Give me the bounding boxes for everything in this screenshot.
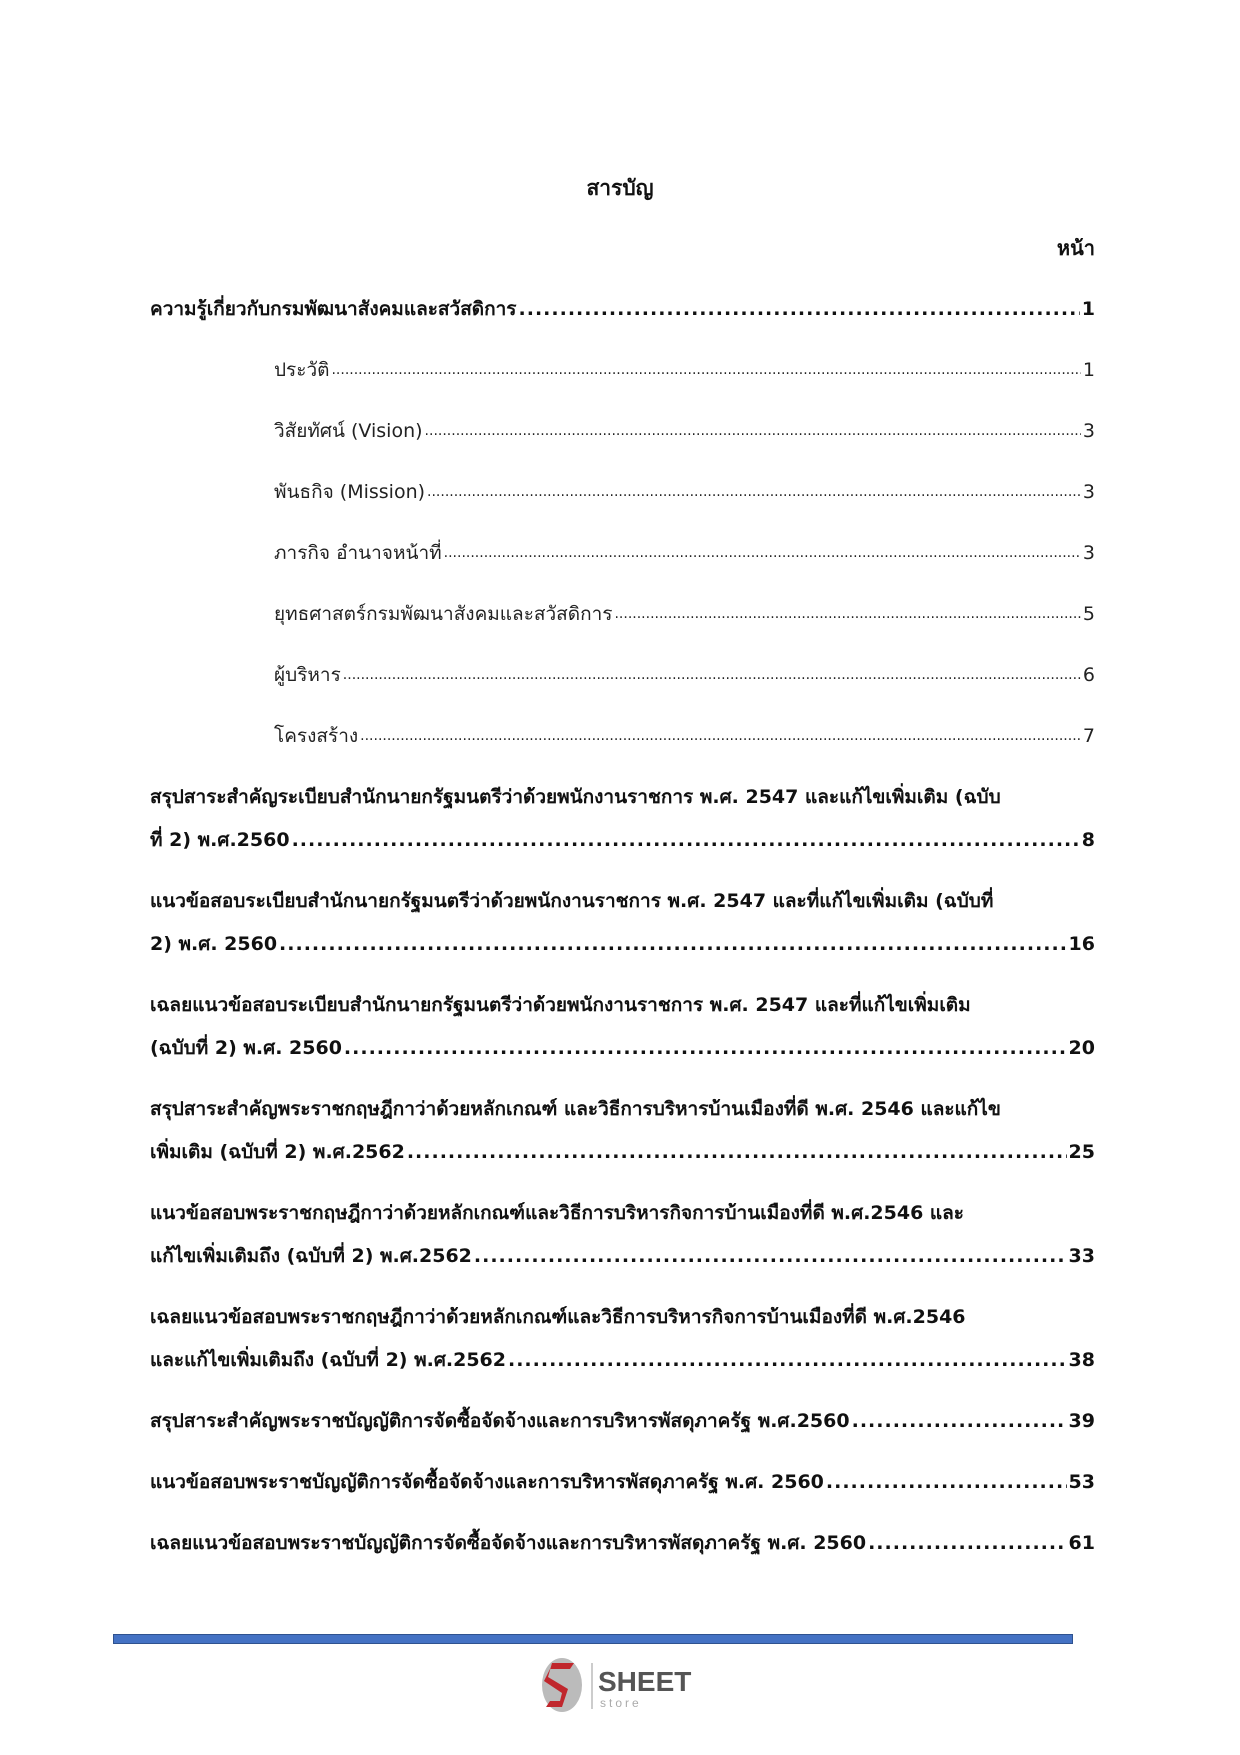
page-number: 6 xyxy=(1082,664,1095,686)
entry-title: และแก้ไขเพิ่มเติมถึง (ฉบับที่ 2) พ.ศ.2562 xyxy=(150,1349,506,1371)
page-number: 3 xyxy=(1082,542,1095,564)
toc-line xyxy=(150,819,1095,862)
entry-title: แนวข้อสอบพระราชบัญญัติการจัดซื้อจัดจ้างและการบริหารพัสดุภาครัฐ พ.ศ. 2560 xyxy=(150,1471,824,1493)
dot-leader xyxy=(519,288,1080,331)
entry-title: ที่ 2) พ.ศ.2560 xyxy=(150,829,290,851)
dot-leader xyxy=(826,1461,1067,1504)
page-number: 61 xyxy=(1068,1532,1095,1554)
toc-line xyxy=(150,1339,1095,1382)
toc-line xyxy=(150,532,1095,575)
page-number: 33 xyxy=(1068,1245,1095,1267)
entry-title: เพิ่มเติม (ฉบับที่ 2) พ.ศ.2562 xyxy=(150,1141,405,1163)
toc-line xyxy=(150,923,1095,966)
page-number: 1 xyxy=(1081,298,1095,320)
toc-line xyxy=(150,1461,1095,1504)
toc-entry[interactable] xyxy=(150,288,1095,331)
entry-title: เฉลยแนวข้อสอบพระราชกฤษฎีกาว่าด้วยหลักเกณฑ์และวิธีการบริหารกิจการบ้านเมืองที่ดี พ.ศ.2546 xyxy=(150,1306,966,1328)
table-of-contents xyxy=(150,288,1095,1583)
entry-title: ภารกิจ อำนาจหน้าที่ xyxy=(274,542,442,564)
page-number: 3 xyxy=(1082,481,1095,503)
toc-subentry[interactable] xyxy=(150,410,1095,453)
sheet-store-logo xyxy=(540,1655,700,1719)
toc-subentry[interactable] xyxy=(150,593,1095,636)
page-number: 25 xyxy=(1068,1141,1095,1163)
dot-leader xyxy=(292,819,1080,862)
page-number: 8 xyxy=(1081,829,1095,851)
entry-title: พันธกิจ (Mission) xyxy=(274,481,426,503)
toc-subentry[interactable] xyxy=(150,532,1095,575)
toc-subentry[interactable] xyxy=(150,349,1095,392)
page-number: 39 xyxy=(1068,1410,1095,1432)
toc-line xyxy=(150,1192,1095,1235)
dot-leader xyxy=(614,593,1080,636)
entry-title: สรุปสาระสำคัญพระราชบัญญัติการจัดซื้อจัดจ้างและการบริหารพัสดุภาครัฐ พ.ศ.2560 xyxy=(150,1410,850,1432)
page-number: 16 xyxy=(1068,933,1095,955)
dot-leader xyxy=(407,1131,1067,1174)
toc-line xyxy=(150,654,1095,697)
toc-line xyxy=(150,471,1095,514)
dot-leader xyxy=(444,532,1081,575)
logo-sub: store xyxy=(600,1696,642,1710)
toc-title: สารบัญ xyxy=(586,176,654,200)
toc-line xyxy=(150,715,1095,758)
page-number: 38 xyxy=(1068,1349,1095,1371)
toc-entry[interactable] xyxy=(150,984,1095,1070)
toc-entry[interactable] xyxy=(150,1296,1095,1382)
toc-line xyxy=(150,1131,1095,1174)
toc-line xyxy=(150,984,1095,1027)
toc-subentry[interactable] xyxy=(150,715,1095,758)
dot-leader xyxy=(331,349,1080,392)
page-column-header: หน้า xyxy=(1056,236,1095,260)
toc-entry[interactable] xyxy=(150,1088,1095,1174)
entry-title: เฉลยแนวข้อสอบระเบียบสำนักนายกรัฐมนตรีว่าด้วยพนักงานราชการ พ.ศ. 2547 และที่แก้ไขเพิ่มเติม xyxy=(150,994,971,1016)
toc-line xyxy=(150,1088,1095,1131)
dot-leader xyxy=(474,1235,1067,1278)
entry-title: สรุปสาระสำคัญพระราชกฤษฎีกาว่าด้วยหลักเกณฑ์ และวิธีการบริหารบ้านเมืองที่ดี พ.ศ. 2546 และแก้ไข xyxy=(150,1098,1001,1120)
entry-title: ผู้บริหาร xyxy=(274,664,341,686)
toc-line xyxy=(150,288,1095,331)
toc-entry[interactable] xyxy=(150,1522,1095,1565)
entry-title: แนวข้อสอบระเบียบสำนักนายกรัฐมนตรีว่าด้วยพนักงานราชการ พ.ศ. 2547 และที่แก้ไขเพิ่มเติม (ฉบับที่ xyxy=(150,890,994,912)
dot-leader xyxy=(344,1027,1067,1070)
toc-entry[interactable] xyxy=(150,1461,1095,1504)
dot-leader xyxy=(852,1400,1067,1443)
entry-title: สรุปสาระสำคัญระเบียบสำนักนายกรัฐมนตรีว่าด้วยพนักงานราชการ พ.ศ. 2547 และแก้ไขเพิ่มเติม (ฉบับ xyxy=(150,786,1001,808)
page-number: 3 xyxy=(1082,420,1095,442)
dot-leader xyxy=(360,715,1081,758)
dot-leader xyxy=(279,923,1067,966)
toc-line xyxy=(150,593,1095,636)
dot-leader xyxy=(427,471,1081,514)
entry-title: โครงสร้าง xyxy=(274,725,359,747)
toc-entry[interactable] xyxy=(150,1192,1095,1278)
toc-line xyxy=(150,1522,1095,1565)
footer-divider xyxy=(113,1634,1073,1644)
page-number: 5 xyxy=(1082,603,1095,625)
entry-title: (ฉบับที่ 2) พ.ศ. 2560 xyxy=(150,1037,342,1059)
toc-line xyxy=(150,776,1095,819)
dot-leader xyxy=(868,1522,1066,1565)
toc-entry[interactable] xyxy=(150,776,1095,862)
toc-subentry[interactable] xyxy=(150,471,1095,514)
page-number: 1 xyxy=(1082,359,1095,381)
page-number: 7 xyxy=(1082,725,1095,747)
toc-line xyxy=(150,1235,1095,1278)
dot-leader xyxy=(343,654,1081,697)
toc-line xyxy=(150,880,1095,923)
dot-leader xyxy=(425,410,1081,453)
page-number: 20 xyxy=(1068,1037,1095,1059)
page-number: 53 xyxy=(1068,1471,1095,1493)
toc-line xyxy=(150,1027,1095,1070)
entry-title: ประวัติ xyxy=(274,359,330,381)
toc-line xyxy=(150,1296,1095,1339)
toc-subentry[interactable] xyxy=(150,654,1095,697)
entry-title: เฉลยแนวข้อสอบพระราชบัญญัติการจัดซื้อจัดจ้างและการบริหารพัสดุภาครัฐ พ.ศ. 2560 xyxy=(150,1532,867,1554)
entry-title: แนวข้อสอบพระราชกฤษฎีกาว่าด้วยหลักเกณฑ์และวิธีการบริหารกิจการบ้านเมืองที่ดี พ.ศ.2546 และ xyxy=(150,1202,965,1224)
dot-leader xyxy=(508,1339,1067,1382)
toc-line xyxy=(150,1400,1095,1443)
entry-title: ความรู้เกี่ยวกับกรมพัฒนาสังคมและสวัสดิการ xyxy=(150,298,517,320)
entry-title: วิสัยทัศน์ (Vision) xyxy=(274,420,423,442)
entry-title: 2) พ.ศ. 2560 xyxy=(150,933,278,955)
entry-title: แก้ไขเพิ่มเติมถึง (ฉบับที่ 2) พ.ศ.2562 xyxy=(150,1245,472,1267)
toc-entry[interactable] xyxy=(150,1400,1095,1443)
toc-line xyxy=(150,349,1095,392)
entry-title: ยุทธศาสตร์กรมพัฒนาสังคมและสวัสดิการ xyxy=(274,603,613,625)
toc-entry[interactable] xyxy=(150,880,1095,966)
logo-word: SHEET xyxy=(598,1666,692,1697)
toc-line xyxy=(150,410,1095,453)
